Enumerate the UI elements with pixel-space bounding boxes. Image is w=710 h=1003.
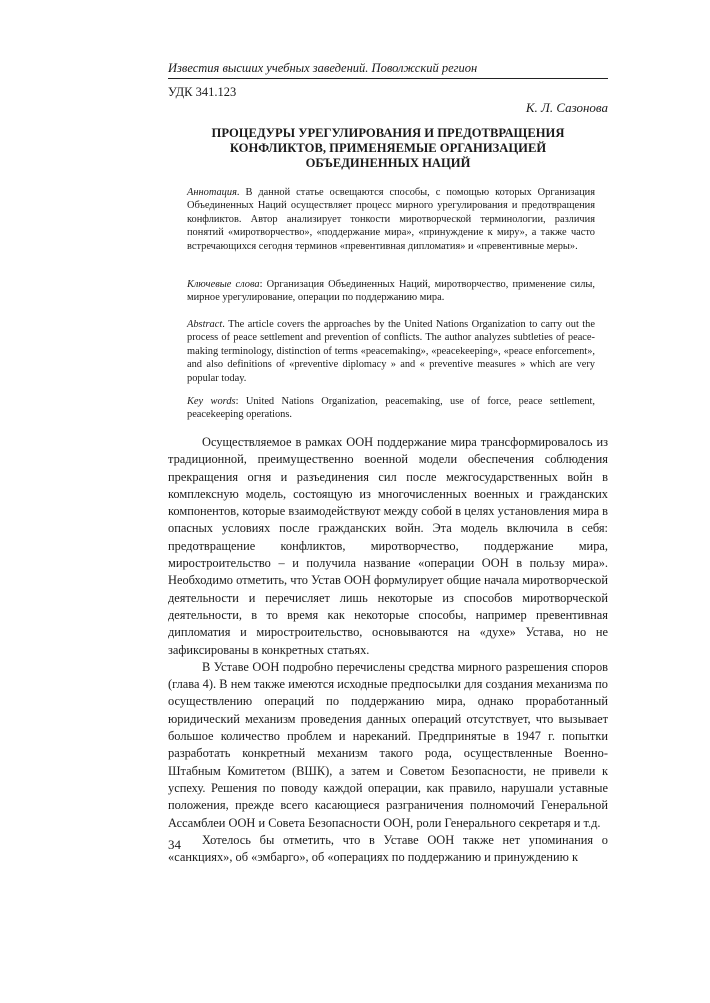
page-number: 34 xyxy=(168,837,181,852)
keywords-en xyxy=(187,395,595,422)
author-name: К. Л. Сазонова xyxy=(525,100,608,115)
abstract-ru-label: Аннотация xyxy=(187,187,237,198)
body-paragraph: Осуществляемое в рамках ООН поддержание мира трансформировалось из традиционной, преимущественно военной модели обеспечения соблюдения прекращения огня и разъединения сил после межгосударственных войн в комплексную модель, состоящую из многочисленных военных и гражданских компонентов, которые взаимодействуют между собой в целях установления мира в опасных условиях после гражданских войн. Эта модель включила в себя: предотвращение конфликтов, миротворчество, поддержание мира, миростроительство – и получила название «операции ООН в пользу мира». Необходимо отметить, что Устав ООН формулирует общие начала миротворческой деятельности и перечисляет лишь некоторые из способов миротворческой деятельности, в то время как некоторые способы, например превентивная дипломатия и миростроительство, основываются на «духе» Устава, но не зафиксированы в конкретных статьях. xyxy=(168,435,608,657)
header-rule xyxy=(168,78,608,79)
journal-header: Известия высших учебных заведений. Поволжский регион xyxy=(168,61,478,75)
udk-code: УДК 341.123 xyxy=(168,85,237,99)
keywords-ru-text: : Организация Объединенных Наций, миротворчество, применение силы, мирное урегулирование, операции по поддержанию мира. xyxy=(187,279,596,304)
abstract-ru-text: . В данной статье освещаются способы, с помощью которых Организация Объединенных Наций осуществляет процесс мирного урегулирования и предотвращения конфликтов. Автор анализирует тонкости миротворческой терминологии, различия понятий «миротворчество», «поддержание мира», «принуждение к миру», а также часто встречающихся сегодня терминов «превентивная дипломатия» и «превентивные меры». xyxy=(187,187,595,252)
keywords-en-label: Key words xyxy=(187,396,236,407)
article-body xyxy=(168,434,608,866)
keywords-ru xyxy=(187,278,595,305)
abstract-en-label: Abstract xyxy=(187,319,223,330)
body-paragraph: Хотелось бы отметить, что в Уставе ООН также нет упоминания о «санкциях», об «эмбарго», об «операциях по поддержанию и принуждению к xyxy=(168,832,608,865)
abstract-ru xyxy=(187,186,595,253)
article-title: ПРОЦЕДУРЫ УРЕГУЛИРОВАНИЯ И ПРЕДОТВРАЩЕНИЯ КОНФЛИКТОВ, ПРИМЕНЯЕМЫЕ ОРГАНИЗАЦИЕЙ ОБЪЕДИНЕННЫХ НАЦИЙ xyxy=(211,126,565,170)
body-paragraph: В Уставе ООН подробно перечислены средства мирного разрешения споров (глава 4). В нем также имеются исходные предпосылки для создания механизма по осуществлению операций по поддержанию мира, однако проработанный юридический механизм проведения данных операций отсутствует, что вызывает большое количество проблем и нареканий. Предпринятые в 1947 г. попытки разработать конкретный механизм такого рода, осуществленные Военно-Штабным Комитетом (ВШК), а затем и Советом Безопасности, не привели к успеху. Решения по поводу каждой операции, как правило, нарушали уставные положения, прежде всего касающиеся разграничения полномочий Генеральной Ассамблеи ООН и Совета Безопасности ООН, роли Генерального секретаря и т.д. xyxy=(168,659,608,830)
abstract-en-text: . The article covers the approaches by the United Nations Organization to carry out the process of peace settlement and prevention of conflicts. The author analyzes subtleties of peace-making terminology, distinction of terms «peacemaking», «peacekeeping», «peace enforcement», and also definitions of «preventive diplomacy » and « preventive measures » which are very popular today. xyxy=(187,319,595,384)
abstract-en xyxy=(187,318,595,385)
keywords-en-text: : United Nations Organization, peacemaking, use of force, peace settlement, peacekeeping operations. xyxy=(187,396,595,421)
keywords-ru-label: Ключевые слова xyxy=(187,279,260,290)
